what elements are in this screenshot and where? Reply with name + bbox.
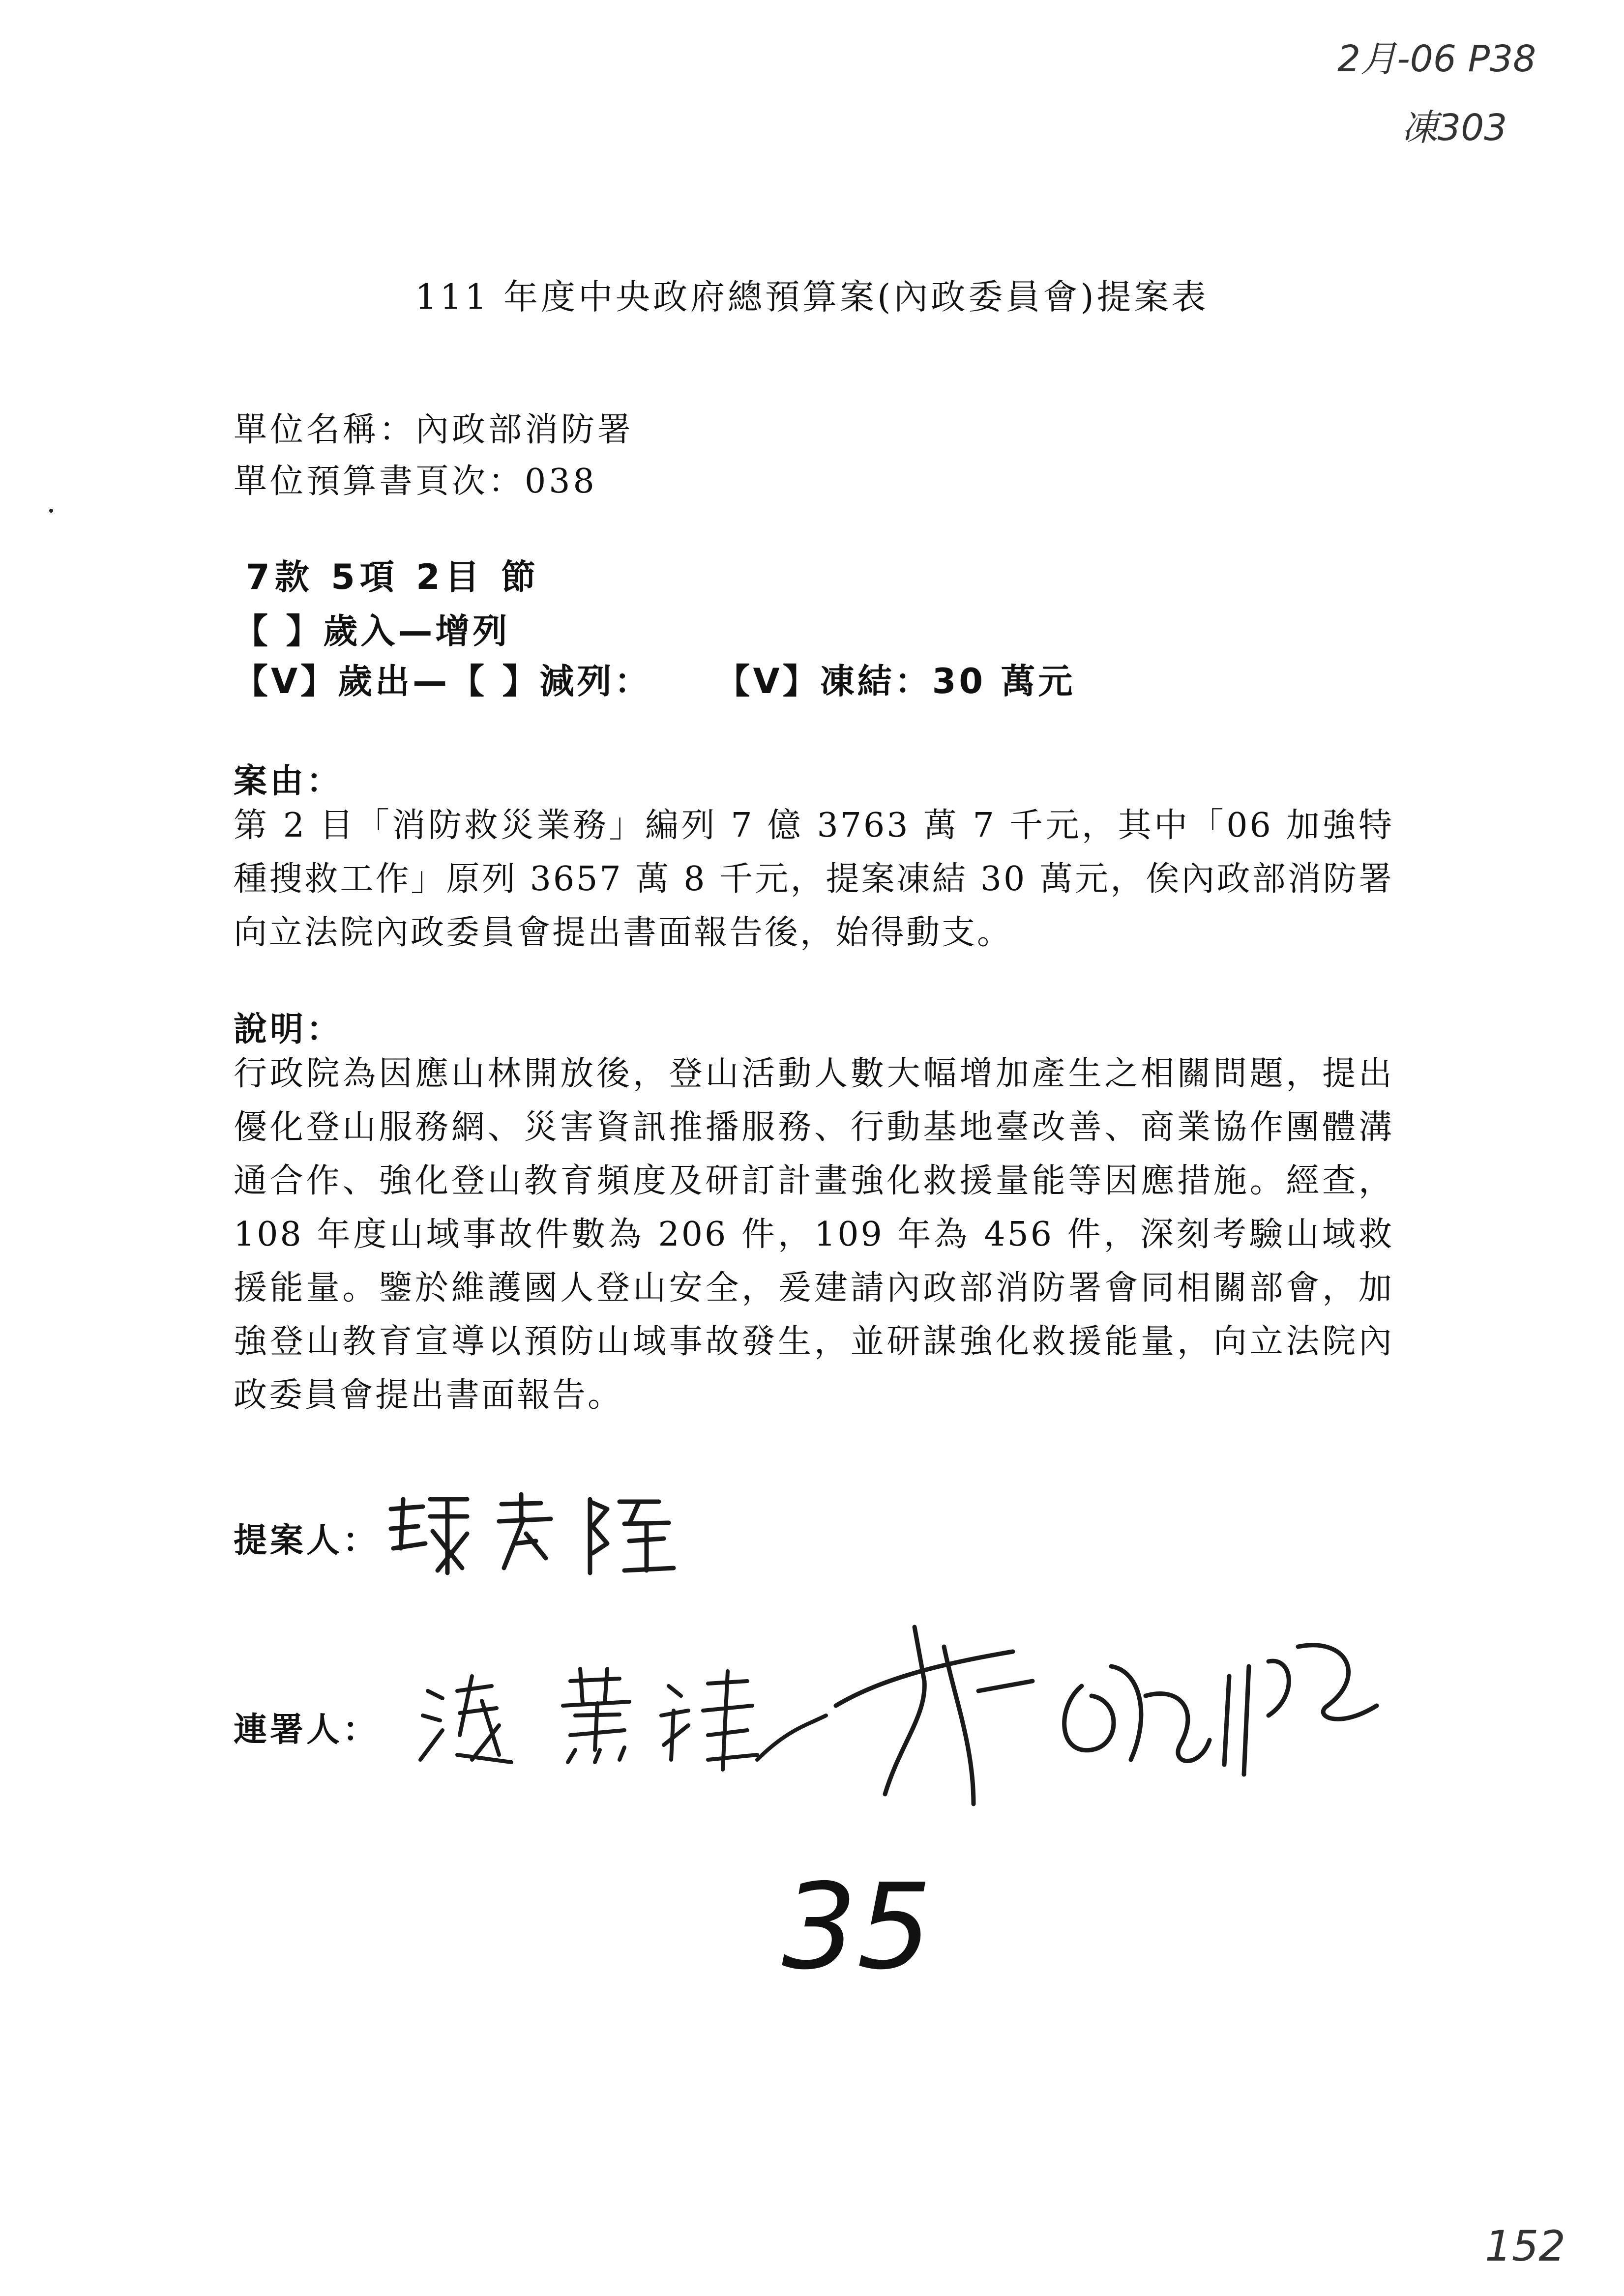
handwritten-note-line-1: 2月-06 P38: [1337, 38, 1536, 80]
handwritten-number: 35: [782, 1858, 932, 1996]
expenditure-reduce: 【V】歲出—【 】減列：: [234, 661, 652, 701]
reason-heading: 案由：: [234, 762, 343, 801]
cosigner-signature-1: [413, 1657, 831, 1784]
proposer-label: 提案人：: [234, 1521, 380, 1560]
handwritten-header-note: [1337, 25, 1536, 162]
stray-mark: [49, 509, 53, 513]
handwritten-note-line-2: 凍303: [1401, 107, 1507, 149]
unit-budget-page: 單位預算書頁次：038: [234, 462, 597, 501]
explanation-heading: 說明：: [234, 1010, 343, 1049]
freeze-amount: 【V】凍結：30 萬元: [715, 661, 1076, 701]
reason-text: 第 2 目「消防救災業務」編列 7 億 3763 萬 7 千元，其中「06 加強特種搜救工作」原列 3657 萬 8 千元，提案凍結 30 萬元，俟內政部消防署向立法院內政委員會提出書面報告後，始得動支。: [234, 806, 1394, 952]
handwritten-page-number: 152: [1485, 2222, 1566, 2271]
explanation-text: 行政院為因應山林開放後，登山活動人數大幅增加產生之相關問題，提出優化登山服務網、災害資訊推播服務、行動基地臺改善、商業協作團體溝通合作、強化登山教育頻度及研訂計畫強化救援量能等因應措施。經查，108 年度山域事故件數為 206 件，109 年為 456 件，深刻考驗山域救援能量。鑒於維護國人登山安全，爰建請內政部消防署會同相關部會，加強登山教育宣導以預防山域事故發生，並研謀強化救援能量，向立法院內政委員會提出書面報告。: [234, 1054, 1394, 1415]
cosigner-label: 連署人：: [234, 1711, 380, 1749]
cosigner-signature-2: [826, 1617, 1416, 1824]
expenditure-row: [234, 654, 1076, 703]
revenue-increase-row: 【 】歲入—增列: [234, 611, 510, 651]
unit-name: 單位名稱：內政部消防署: [234, 410, 634, 449]
proposer-signature: [384, 1489, 688, 1578]
budget-classification: 7款 5項 2目 節: [246, 557, 541, 597]
document-title: 111 年度中央政府總預算案(內政委員會)提案表: [415, 277, 1209, 317]
